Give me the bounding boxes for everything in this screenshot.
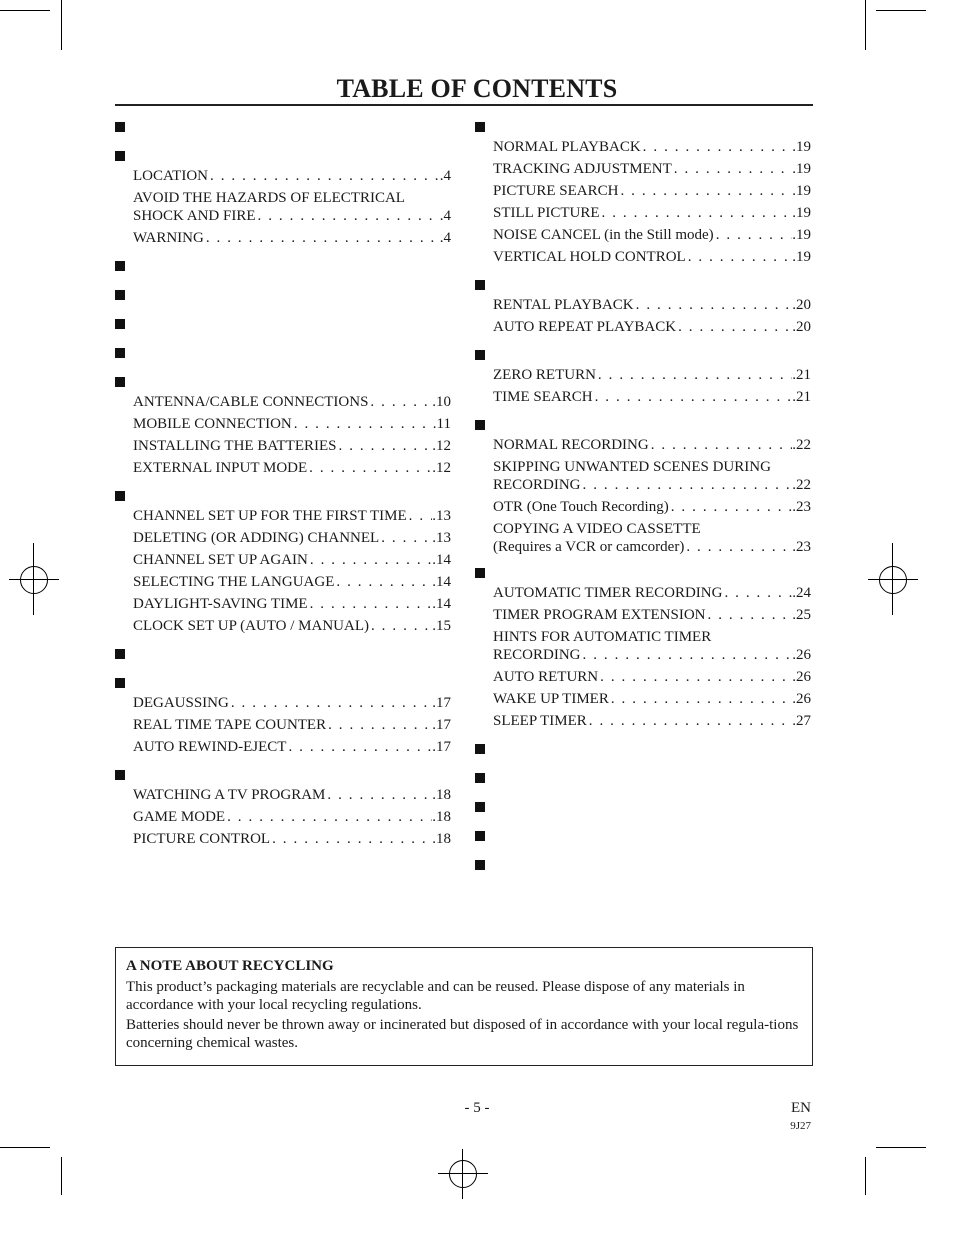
toc-entry: [133, 806, 451, 828]
toc-page-number: .26: [792, 691, 811, 707]
dot-leader: [225, 806, 432, 828]
toc-entry: [493, 688, 811, 710]
toc-page-number: .17: [432, 695, 451, 711]
black-square-bullet-icon: [115, 649, 125, 659]
black-square-bullet-icon: [115, 261, 125, 271]
toc-page-number: .17: [432, 717, 451, 733]
registration-mark-icon: [20, 566, 48, 594]
toc-section-heading: [113, 489, 451, 505]
crop-mark: [865, 1157, 866, 1195]
toc-entry: [493, 434, 811, 456]
dot-leader: [286, 736, 432, 758]
toc-page-number: .19: [792, 161, 811, 177]
black-square-bullet-icon: [115, 319, 125, 329]
toc-entry: [133, 457, 451, 479]
toc-entry-title: SKIPPING UNWANTED SCENES DURING: [493, 459, 771, 475]
toc-section: [113, 768, 451, 850]
toc-entry: [133, 227, 451, 249]
toc-entry: [493, 246, 811, 268]
toc-entry: [133, 165, 451, 187]
dot-leader: [600, 202, 793, 224]
crop-mark: [0, 1147, 50, 1148]
toc-entry-title: OTR (One Touch Recording): [493, 499, 669, 515]
toc-entry-title: PICTURE SEARCH: [493, 183, 619, 199]
toc-entry-title: AUTO REWIND-EJECT: [133, 739, 287, 755]
toc-page-number: .22: [792, 477, 811, 493]
toc-section-heading: [473, 418, 811, 434]
toc-page-number: .25: [792, 607, 811, 623]
black-square-bullet-icon: [115, 290, 125, 300]
toc-section-heading: [113, 768, 451, 784]
dot-leader: [641, 136, 793, 158]
dot-leader: [204, 227, 440, 249]
toc-page-number: .14: [432, 596, 451, 612]
toc-page-number: .18: [432, 809, 451, 825]
crop-mark: [61, 1157, 62, 1195]
toc-entry-title: WAKE UP TIMER: [493, 691, 609, 707]
toc-page-number: .12: [432, 438, 451, 454]
toc-section: [473, 348, 811, 408]
toc-section: [113, 375, 451, 479]
toc-entry-title: AUTO REPEAT PLAYBACK: [493, 319, 677, 335]
dot-leader: [686, 246, 793, 268]
toc-entry: [133, 435, 451, 457]
toc-section-heading: [113, 676, 451, 692]
dot-leader: [669, 496, 793, 518]
toc-section: [113, 489, 451, 637]
toc-page-number: .21: [792, 367, 811, 383]
toc-page-number: .20: [792, 319, 811, 335]
dot-leader: [326, 714, 432, 736]
dot-leader: [596, 364, 792, 386]
toc-entry-title: ZERO RETURN: [493, 367, 596, 383]
toc-section: [473, 771, 811, 787]
toc-section-heading: [113, 120, 451, 136]
dot-leader: [581, 476, 793, 494]
toc-entry: [133, 189, 451, 225]
crop-mark: [876, 1147, 926, 1148]
toc-page-number: .12: [432, 460, 451, 476]
toc-section-heading: [473, 829, 811, 845]
toc-section-heading: [113, 149, 451, 165]
toc-entry: [493, 710, 811, 732]
toc-page-number: .19: [792, 227, 811, 243]
black-square-bullet-icon: [115, 377, 125, 387]
black-square-bullet-icon: [115, 770, 125, 780]
black-square-bullet-icon: [475, 744, 485, 754]
toc-entry: [493, 224, 811, 246]
toc-entry-title: CHANNEL SET UP FOR THE FIRST TIME: [133, 508, 407, 524]
black-square-bullet-icon: [475, 773, 485, 783]
toc-entry-title: INSTALLING THE BATTERIES: [133, 438, 337, 454]
toc-entry-title: WATCHING A TV PROGRAM: [133, 787, 326, 803]
toc-entry-title: SLEEP TIMER: [493, 713, 587, 729]
toc-page-number: .14: [432, 574, 451, 590]
toc-entry-title: NOISE CANCEL (in the Still mode): [493, 227, 714, 243]
toc-entry: [493, 628, 811, 664]
toc-page-number: .24: [792, 585, 811, 601]
dot-leader: [634, 294, 793, 316]
crop-mark: [865, 0, 866, 50]
dot-leader: [676, 316, 792, 338]
toc-entry-title: (Requires a VCR or camcorder): [493, 539, 685, 555]
toc-entry-title: REAL TIME TAPE COUNTER: [133, 717, 327, 733]
toc-entry: [493, 520, 811, 556]
toc-entry: [493, 294, 811, 316]
toc-page-number: .19: [792, 249, 811, 265]
toc-entry-title: STILL PICTURE: [493, 205, 600, 221]
black-square-bullet-icon: [475, 122, 485, 132]
toc-page-number: .18: [432, 787, 451, 803]
toc-page-number: .4: [439, 208, 451, 224]
toc-entry: [133, 593, 451, 615]
toc-entry-title: DEGAUSSING: [133, 695, 229, 711]
dot-leader: [581, 646, 793, 664]
black-square-bullet-icon: [115, 122, 125, 132]
dot-leader: [684, 538, 792, 556]
toc-entry: [493, 136, 811, 158]
toc-page-number: .22: [792, 437, 811, 453]
toc-section: [113, 676, 451, 758]
toc-section: [473, 829, 811, 845]
dot-leader: [722, 582, 792, 604]
toc-entry-title: PICTURE CONTROL: [133, 831, 271, 847]
title-rule: [115, 104, 813, 106]
dot-leader: [593, 386, 793, 408]
black-square-bullet-icon: [115, 491, 125, 501]
crop-mark: [876, 10, 926, 11]
black-square-bullet-icon: [115, 678, 125, 688]
toc-section: [473, 800, 811, 816]
toc-entry: [493, 666, 811, 688]
registration-mark-icon: [449, 1160, 477, 1188]
toc-section: [473, 742, 811, 758]
toc-entry: [133, 527, 451, 549]
toc-entry-title: TRACKING ADJUSTMENT: [493, 161, 672, 177]
toc-entry-title: MOBILE CONNECTION: [133, 416, 292, 432]
toc-page-number: .19: [792, 205, 811, 221]
toc-entry-title: AUTOMATIC TIMER RECORDING: [493, 585, 723, 601]
toc-section: [113, 259, 451, 275]
toc-section-heading: [473, 742, 811, 758]
toc-entry-title: SHOCK AND FIRE: [133, 208, 256, 224]
dot-leader: [325, 784, 432, 806]
toc-section: [113, 346, 451, 362]
toc-section-heading: [113, 346, 451, 362]
toc-section-heading: [113, 259, 451, 275]
toc-section-heading: [473, 566, 811, 582]
toc-page-number: .26: [792, 669, 811, 685]
toc-section-heading: [473, 771, 811, 787]
dot-leader: [307, 457, 432, 479]
dot-leader: [714, 224, 793, 246]
toc-section: [473, 120, 811, 268]
registration-mark-icon: [879, 566, 907, 594]
toc-entry-title: WARNING: [133, 230, 204, 246]
toc-page-number: .19: [792, 183, 811, 199]
toc-section: [113, 120, 451, 136]
toc-section-heading: [113, 375, 451, 391]
black-square-bullet-icon: [475, 831, 485, 841]
dot-leader: [229, 692, 432, 714]
toc-page-number: .17: [432, 739, 451, 755]
black-square-bullet-icon: [475, 350, 485, 360]
toc-entry-title: RENTAL PLAYBACK: [493, 297, 634, 313]
toc-entry: [133, 549, 451, 571]
toc-page-number: .13: [432, 530, 451, 546]
toc-section: [473, 566, 811, 732]
toc-section-heading: [473, 858, 811, 874]
toc-page-number: .11: [432, 416, 451, 432]
toc-entry-title: ANTENNA/CABLE CONNECTIONS: [133, 394, 369, 410]
toc-page-number: .21: [792, 389, 811, 405]
toc-entry-title: RECORDING: [493, 477, 581, 493]
toc-section: [113, 288, 451, 304]
recycling-note-title: A NOTE ABOUT RECYCLING: [126, 958, 334, 974]
dot-leader: [609, 688, 792, 710]
black-square-bullet-icon: [475, 802, 485, 812]
recycling-note-paragraph: Batteries should never be thrown away or incinerated but disposed of in accordance with your local regula-tions concerning chemical wastes.: [126, 1017, 799, 1051]
toc-entry: [133, 692, 451, 714]
toc-section-heading: [473, 278, 811, 294]
toc-page-number: .14: [432, 552, 451, 568]
toc-entry: [493, 582, 811, 604]
toc-section: [473, 858, 811, 874]
black-square-bullet-icon: [475, 860, 485, 870]
toc-section: [473, 418, 811, 556]
document-code: 9J27: [790, 1120, 811, 1132]
dot-leader: [337, 435, 433, 457]
toc-entry-title: HINTS FOR AUTOMATIC TIMER: [493, 629, 712, 645]
toc-entry-title: LOCATION: [133, 168, 208, 184]
toc-entry: [133, 391, 451, 413]
toc-entry: [493, 364, 811, 386]
toc-section-heading: [473, 800, 811, 816]
dot-leader: [368, 391, 432, 413]
toc-section: [113, 149, 451, 249]
toc-page-number: .15: [432, 618, 451, 634]
dot-leader: [369, 615, 432, 637]
dot-leader: [672, 158, 792, 180]
dot-leader: [407, 505, 433, 527]
toc-entry: [493, 202, 811, 224]
toc-right-column: [473, 120, 811, 887]
toc-section: [113, 317, 451, 333]
toc-entry: [133, 714, 451, 736]
toc-section-heading: [113, 317, 451, 333]
toc-entry: [133, 615, 451, 637]
page-number: - 5 -: [464, 1100, 490, 1116]
toc-entry-title: EXTERNAL INPUT MODE: [133, 460, 308, 476]
toc-section-heading: [113, 647, 451, 663]
dot-leader: [292, 413, 433, 435]
black-square-bullet-icon: [475, 568, 485, 578]
toc-entry: [133, 736, 451, 758]
toc-page-number: .23: [792, 499, 811, 515]
toc-entry-title: TIME SEARCH: [493, 389, 593, 405]
toc-entry-title: RECORDING: [493, 647, 581, 663]
toc-entry: [493, 496, 811, 518]
toc-page-number: .20: [792, 297, 811, 313]
dot-leader: [649, 434, 793, 456]
dot-leader: [598, 666, 792, 688]
toc-entry: [493, 316, 811, 338]
toc-entry-title: NORMAL PLAYBACK: [493, 139, 641, 155]
toc-entry-title: VERTICAL HOLD CONTROL: [493, 249, 686, 265]
toc-entry: [133, 784, 451, 806]
black-square-bullet-icon: [115, 348, 125, 358]
toc-entry-title: CLOCK SET UP (AUTO / MANUAL): [133, 618, 369, 634]
dot-leader: [208, 165, 440, 187]
toc-entry: [133, 571, 451, 593]
toc-section-heading: [473, 120, 811, 136]
toc-entry: [493, 158, 811, 180]
toc-entry: [133, 828, 451, 850]
dot-leader: [256, 207, 440, 225]
toc-entry-title: AUTO RETURN: [493, 669, 599, 685]
crop-mark: [61, 0, 62, 50]
dot-leader: [618, 180, 792, 202]
toc-page-number: .26: [792, 647, 811, 663]
dot-leader: [587, 710, 792, 732]
toc-page-number: .18: [432, 831, 451, 847]
toc-entry: [493, 458, 811, 494]
toc-page-number: .27: [792, 713, 811, 729]
toc-left-column: [113, 120, 451, 860]
recycling-note-box: [115, 947, 813, 1066]
toc-section-heading: [473, 348, 811, 364]
crop-mark: [0, 10, 50, 11]
toc-entry-title: COPYING A VIDEO CASSETTE: [493, 521, 701, 537]
toc-entry-title: SELECTING THE LANGUAGE: [133, 574, 335, 590]
toc-entry-title: TIMER PROGRAM EXTENSION: [493, 607, 706, 623]
dot-leader: [706, 604, 793, 626]
toc-entry-title: DELETING (OR ADDING) CHANNEL: [133, 530, 380, 546]
toc-section: [473, 278, 811, 338]
toc-entry: [133, 505, 451, 527]
dot-leader: [270, 828, 432, 850]
black-square-bullet-icon: [475, 420, 485, 430]
dot-leader: [308, 549, 432, 571]
black-square-bullet-icon: [115, 151, 125, 161]
recycling-note-paragraph: This product’s packaging materials are recyclable and can be reused. Please dispose of any materials in accordance with your local recycling regulations.: [126, 979, 745, 1013]
black-square-bullet-icon: [475, 280, 485, 290]
toc-entry: [493, 386, 811, 408]
toc-page-number: .19: [792, 139, 811, 155]
toc-entry-title: DAYLIGHT-SAVING TIME: [133, 596, 308, 612]
toc-entry: [133, 413, 451, 435]
toc-entry: [493, 604, 811, 626]
language-code: EN: [791, 1100, 811, 1116]
toc-entry: [493, 180, 811, 202]
dot-leader: [334, 571, 432, 593]
toc-page-number: .13: [432, 508, 451, 524]
toc-page-number: .4: [439, 168, 451, 184]
dot-leader: [379, 527, 432, 549]
toc-section: [113, 647, 451, 663]
toc-section-heading: [113, 288, 451, 304]
toc-page-number: .4: [439, 230, 451, 246]
toc-entry-title: NORMAL RECORDING: [493, 437, 649, 453]
toc-entry-title: GAME MODE: [133, 809, 226, 825]
page-title: TABLE OF CONTENTS: [336, 74, 618, 103]
toc-page-number: .23: [792, 539, 811, 555]
toc-page-number: .10: [432, 394, 451, 410]
dot-leader: [308, 593, 433, 615]
toc-entry-title: AVOID THE HAZARDS OF ELECTRICAL: [133, 190, 405, 206]
toc-entry-title: CHANNEL SET UP AGAIN: [133, 552, 308, 568]
